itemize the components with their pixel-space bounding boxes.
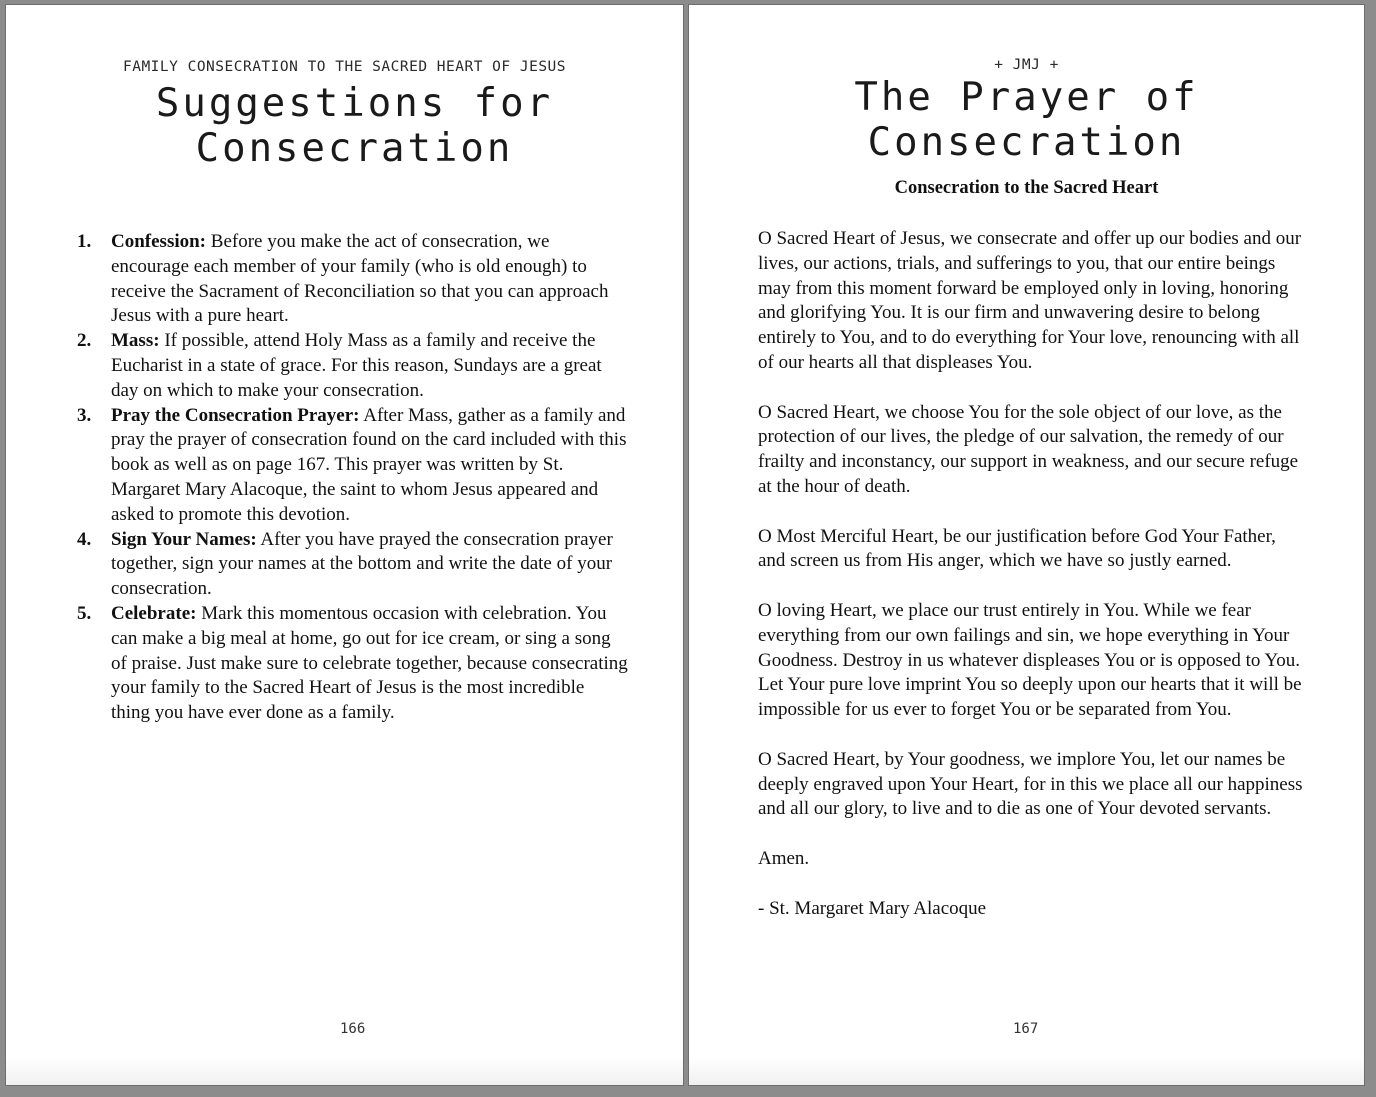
- page-edge-shadow: [6, 1057, 683, 1085]
- page-number: 167: [1013, 1021, 1039, 1037]
- left-page: [5, 4, 684, 1086]
- item-text: After Mass, gather as a family and pray the prayer of consecration found on the card included with this book as well as on page 167. This prayer was written by St. Margaret Mary Alacoque, the saint to whom Jesus appeared and asked to promote this devotion.: [111, 404, 627, 525]
- prayer-attribution: - St. Margaret Mary Alacoque: [758, 897, 987, 919]
- running-header: + JMJ +: [994, 57, 1059, 73]
- page-number: 166: [340, 1021, 366, 1037]
- item-lead: Celebrate:: [111, 602, 197, 624]
- right-page: [688, 4, 1365, 1086]
- suggestions-list: [68, 230, 628, 726]
- prayer-amen: Amen.: [758, 847, 810, 869]
- item-number: 1.: [77, 231, 92, 252]
- prayer-paragraph: O Most Merciful Heart, be our justification before God Your Father, and screen us from His anger, which we have so justly earned.: [758, 525, 1276, 572]
- list-item: [68, 230, 628, 329]
- title-line-1: Suggestions for: [155, 81, 554, 126]
- item-lead: Confession:: [111, 231, 207, 252]
- item-lead: Mass:: [111, 330, 160, 352]
- prayer-text: [758, 227, 1308, 946]
- prayer-paragraph: O Sacred Heart, by Your goodness, we implore You, let our names be deeply engraved upon Your Heart, for in this we place all our happiness and all our glory, to live and to die as one of Your devoted servants.: [758, 748, 1303, 820]
- running-header: FAMILY CONSECRATION TO THE SACRED HEART OF JESUS: [122, 59, 567, 75]
- item-number: 5.: [77, 602, 92, 624]
- list-item: [68, 329, 628, 403]
- item-text: After you have prayed the consecration prayer together, sign your names at the bottom and write the date of your consecration.: [111, 528, 613, 600]
- page-edge-shadow: [689, 1057, 1364, 1085]
- prayer-paragraph: O Sacred Heart, we choose You for the sole object of our love, as the protection of our lives, the pledge of our salvation, the remedy of our frailty and inconstancy, our support in weakness, and our secure refuge at the hour of death.: [758, 401, 1299, 497]
- prayer-paragraph: O loving Heart, we place our trust entirely in You. While we fear everything from our own failings and sin, we hope everything in Your Goodness. Destroy in us whatever displeases You or is opposed to You. Let Your pure love imprint You so deeply upon our hearts that it will be impossible for us ever to forget You or be separated from You.: [758, 599, 1302, 721]
- item-lead: Sign Your Names:: [111, 528, 257, 550]
- item-text: If possible, attend Holy Mass as a family and receive the Eucharist in a state of grace. For this reason, Sundays are a great day on which to make your consecration.: [111, 330, 602, 401]
- title-line-1: The Prayer of: [854, 75, 1199, 120]
- prayer-paragraph: O Sacred Heart of Jesus, we consecrate and offer up our bodies and our lives, our actions, trials, and sufferings to you, that our entire beings may from this moment forward be employed only in loving, honoring and glorifying You. It is our firm and unwavering desire to belong entirely to You, and to do everything for Your love, renouncing with all of our hearts all that displeases You.: [758, 228, 1302, 373]
- item-text: Before you make the act of consecration, we encourage each member of your family (who is old enough) to receive the Sacrament of Reconciliation so that you can approach Jesus with a pure heart.: [111, 231, 609, 327]
- page-title: [26, 81, 683, 171]
- item-text: Mark this momentous occasion with celebration. You can make a big meal at home, go out for ice cream, or sing a song of praise. Just make sure to celebrate together, because consecrating your family to the Sacred Heart of Jesus is the most incredible thing you have ever done as a family.: [111, 602, 628, 724]
- section-subheading: Consecration to the Sacred Heart: [894, 178, 1159, 198]
- title-line-2: Consecration: [867, 120, 1186, 165]
- item-number: 2.: [77, 330, 92, 352]
- item-lead: Pray the Consecration Prayer:: [111, 404, 360, 426]
- list-item: [68, 404, 628, 528]
- list-item: [68, 528, 628, 602]
- title-line-2: Consecration: [195, 126, 514, 171]
- item-number: 4.: [77, 528, 92, 550]
- page-title: [689, 75, 1364, 165]
- item-number: 3.: [77, 404, 92, 426]
- list-item: [68, 602, 628, 726]
